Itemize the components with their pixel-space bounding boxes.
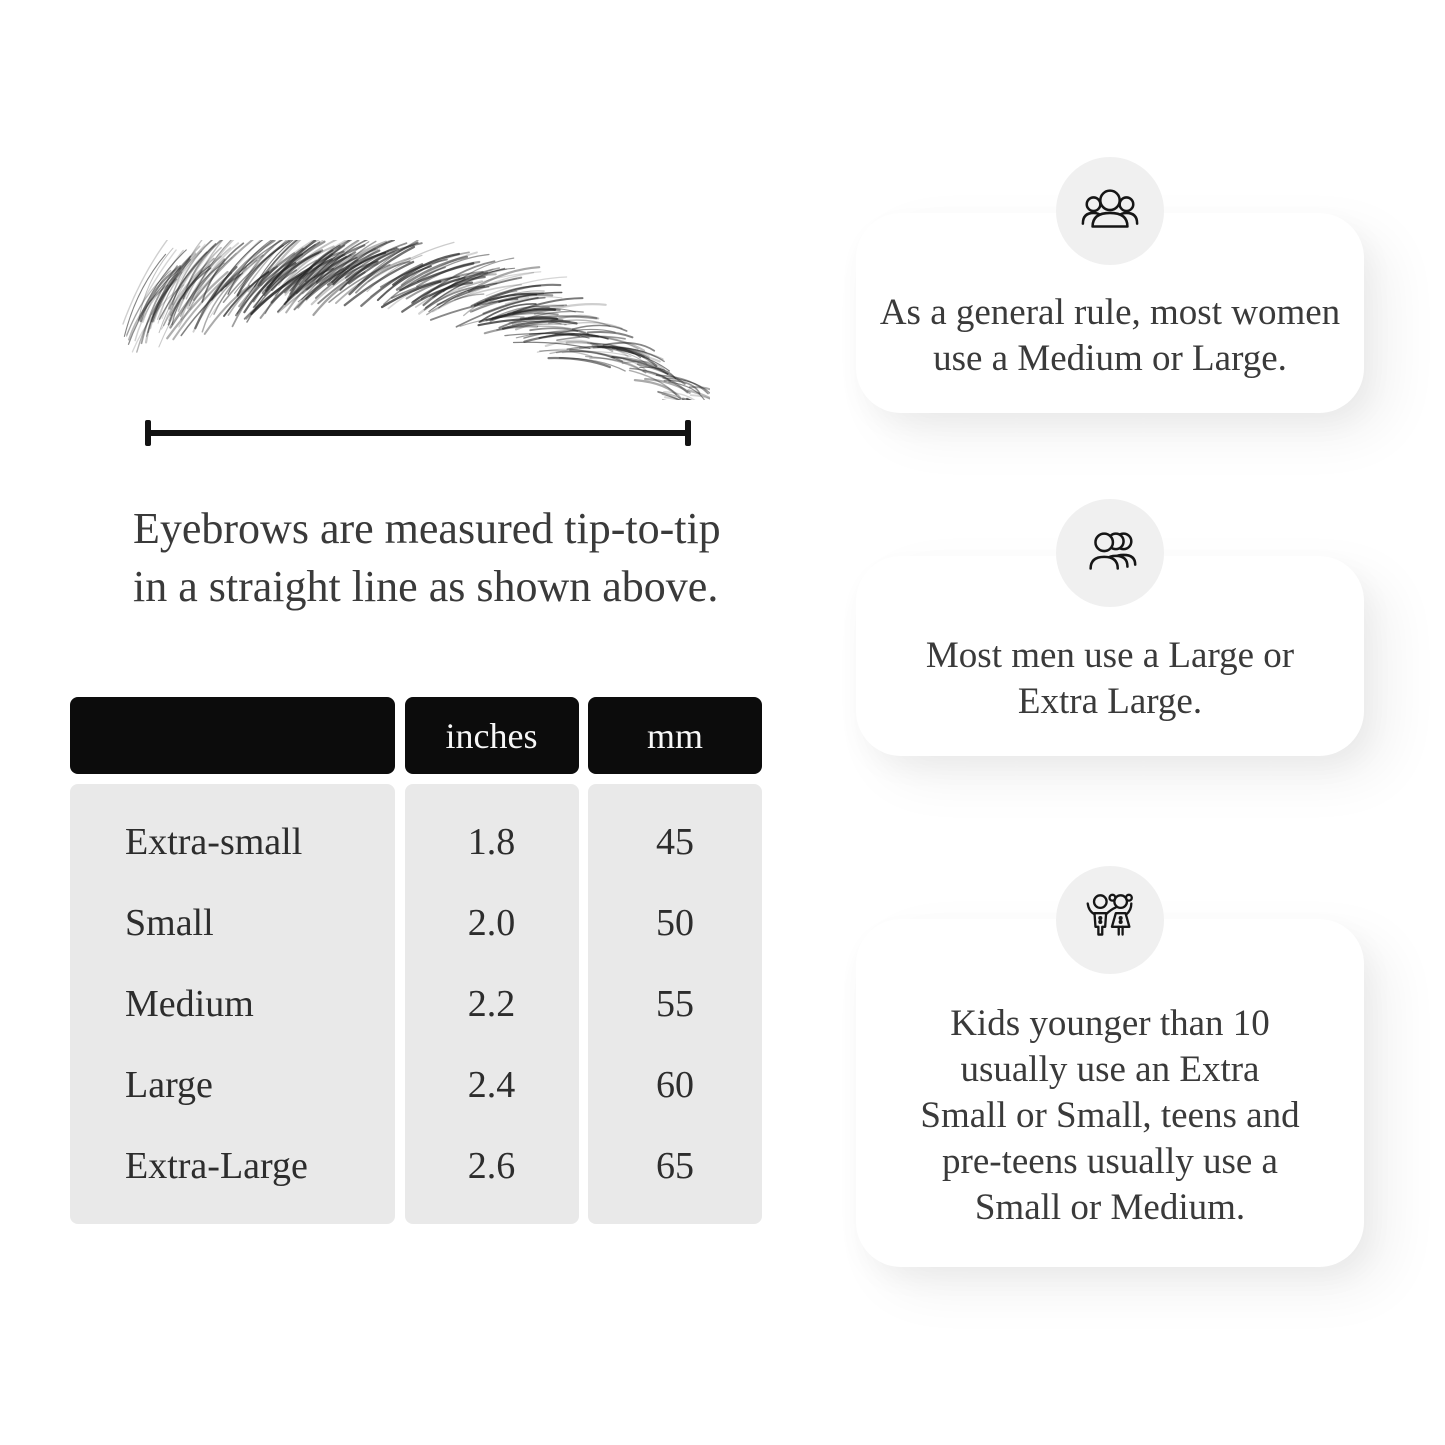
header-cell-size xyxy=(70,697,395,774)
card-icon-badge xyxy=(1056,499,1164,607)
card-icon-badge xyxy=(1056,157,1164,265)
card-text-line: Extra Large. xyxy=(1017,681,1203,722)
card-text-line: pre-teens usually use a xyxy=(942,1141,1278,1182)
measurement-line-right-cap xyxy=(685,420,691,446)
eyebrow-illustration xyxy=(110,240,710,400)
inches-value: 2.6 xyxy=(467,1144,516,1187)
card-text-line: Most men use a Large or xyxy=(925,635,1295,676)
inches-value: 2.2 xyxy=(467,982,516,1025)
measurement-caption xyxy=(133,500,721,616)
measurement-line xyxy=(145,420,691,446)
mm-value: 60 xyxy=(656,1063,694,1106)
card-text-line: As a general rule, most women xyxy=(879,292,1341,333)
size-label: Large xyxy=(125,1063,213,1106)
card-text-line: use a Medium or Large. xyxy=(933,338,1287,379)
size-label: Extra-small xyxy=(125,820,303,863)
card-text-line: usually use an Extra xyxy=(960,1049,1260,1090)
inches-value: 2.0 xyxy=(467,901,516,944)
size-table-header-row xyxy=(70,697,762,774)
mm-column xyxy=(588,784,762,1224)
inches-column xyxy=(405,784,579,1224)
card-icon-badge xyxy=(1056,866,1164,974)
card-text-line: Small or Medium. xyxy=(974,1187,1246,1228)
caption-line: in a straight line as shown above. xyxy=(133,562,719,611)
card-text-line: Kids younger than 10 xyxy=(950,1003,1270,1044)
mm-value: 50 xyxy=(656,901,694,944)
mm-value: 45 xyxy=(656,820,694,863)
header-cell-inches: inches xyxy=(405,697,579,774)
mm-value: 55 xyxy=(656,982,694,1025)
size-label-column xyxy=(70,784,395,1224)
measurement-line-bar xyxy=(145,430,691,436)
card-text xyxy=(880,290,1340,382)
inches-value: 1.8 xyxy=(467,820,516,863)
size-table xyxy=(70,697,762,1224)
size-table-body xyxy=(70,784,762,1224)
men-group-icon xyxy=(1079,522,1141,584)
size-label: Small xyxy=(125,901,214,944)
mm-value: 65 xyxy=(656,1144,694,1187)
caption-line: Eyebrows are measured tip-to-tip xyxy=(133,504,721,553)
size-label: Extra-Large xyxy=(125,1144,308,1187)
size-label: Medium xyxy=(125,982,254,1025)
header-cell-mm: mm xyxy=(588,697,762,774)
card-text xyxy=(926,633,1294,725)
card-text xyxy=(920,1001,1299,1231)
kids-icon xyxy=(1079,889,1141,951)
card-text-line: Small or Small, teens and xyxy=(920,1095,1300,1136)
inches-value: 2.4 xyxy=(467,1063,516,1106)
women-group-icon xyxy=(1079,180,1141,242)
